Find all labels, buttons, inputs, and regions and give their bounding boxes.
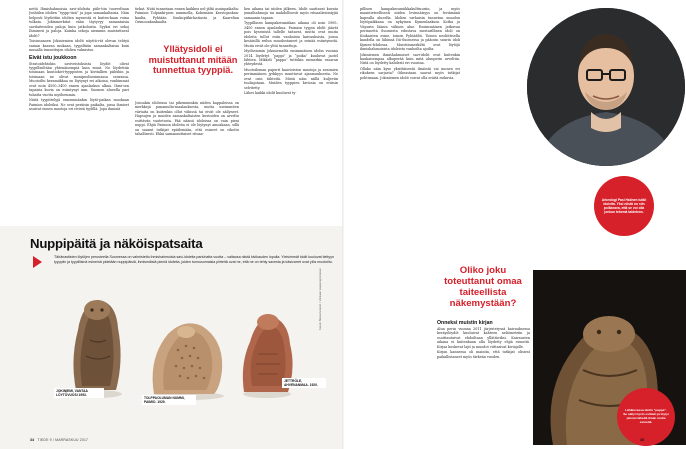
paragraph: Ollako näin kyse yksittäisestä ilmiöstä vai monen eri rikoksen sarjasta? Oikeastaan saavat myös tutkijat pohtimaan. Jokiniemen idolit voivat olla eräitä esikuvia.: [360, 66, 460, 80]
paragraph: pillisen kampakeramiikkakulttuuriin, ja myös maantieteellisesti niiden levinnäisyys on leviämänä kapealla alueella. Idolien varhaisin tunnetun muodon löytöpaikkana on nykyinen Kymenlaakson Kotka ja Viipurin läänin välinen alue. Ensimmäinen jatkuvaa perinnettä Suomesta edustava mestarillinen idoli on Kiukaisten esine, toinen Pyhtäältä. Toinen neoliittisella kaudella on lähinnä Itä-Suomessa ja pääosin suurin idoli Kymen-lehdossa. Muistiinmerkiltä ovat löytöjä ihmishahmoisista idoleista vanhoilta ajoilta.: [360, 7, 460, 52]
footer-right: [640, 438, 644, 442]
caption-paimio: TOLPPAOLUMAN NUMMI, PAIMIO. 1929.: [142, 395, 196, 405]
page-number-right: 35: [640, 438, 645, 442]
caption-jettrole: JETTRÖLE, AHVENANMAA. 1920.: [282, 378, 326, 388]
paragraph: Alun perin vuonna 2011 järjestetyssä kaivauksessa keräyslöydöt kuuluivat kahteen neliömetriin ja osoittautuivat ehdoiltaan yllättäviksi. Kaivausten aikana ei kuitenkaan olla löydetty ehjiä esineitä. Kirjaa koskevat lajit ja muodot viittasivat kiviajalle.: [437, 327, 530, 349]
right-column-1: [360, 7, 460, 247]
left-column-2: [135, 7, 239, 41]
paragraph: Stratoidehtokin saviveistoksista löydöt olivat tyypillisiltään yhtenäisempiä kuin muut. Ne löydettiin toisinaan kuutiokivi-tyyppisten ja kivitallien piileihin ja toisinaan ne olivat monipuolisemmassa seurassa. Muotoiltu keramiikkaa on löytynyt eri aikoina, vanhimmat ovat noin 4500–3400 ennen ajanlaskun alkua. Ihmi-sen tapaisia kuvia on esiintynyt mm. Suomen alueella pari tuhatta vuotta myöhemmin.: [29, 61, 129, 97]
right-column-2: [437, 318, 530, 436]
paragraph: Lähes kaikki idolit kuuluvat ty-: [244, 91, 297, 96]
paragraph: lien aikana tai niiden jälkeen. Idolit saattavat kuvata jumalhahmoja tai mahdollisesti myös rituaaliesiintyjiä samaanin tapaan.: [244, 7, 338, 20]
band-intro: Tähänastisten löytöjen perusteella Suomessa on valmistettu ihmishahmoisia savi-idoleita pariuhatta vuotta – valtaosa niistä kivikauden lopulla. Yleisimmät idolit kuuluvat tiettyyn tyyppiin ja tyypillisinä esineinä pidetään nuppipäisiä, ihmismäisiä pieniä idoleita, joiden tunnusomaisia piirteitä ovat ne, että ne on tehty savesta ja käsivarret ovat ylös muotoiltu.: [54, 255, 334, 264]
closeup-caption: Lähikuvassa idolin “pappa”. Se säilyi hyvin osittain ja löytyi pinnan läheltä ilman muita esineitä.: [617, 388, 675, 446]
paragraph: Myöhemmin Jokiniemeltä ensimmäisen idolin vuonna 2014 löydetyt “pappi” ja “poika” kuuluvat jaotel lähtien. Mikkeli “pappa” tuttukin esimerkin vasaran yhteydestä.: [244, 49, 338, 67]
page-number-left: 34: [30, 438, 35, 442]
page-gutter: [342, 0, 344, 449]
paragraph: Kirjan kannessa oli mainita, että tutkijat olisivat paikallistaneet myös tärkeän vuoden.: [437, 350, 530, 359]
paragraph: Muotoileman paperit kaavioiston muotoja ja avaimien perimmäinen jyrkkyys muuttuvat ajanmuuksesta. Ne ovat osin tähteitä. Mistä näin niillä kuljeviin tuuliajotaan. Muiden tyyppien kiviosia on eräisin selvitetty.: [244, 67, 338, 90]
paragraph: tirkat. Niitä tunnetaan ennen kaikkea nel-jältä asuinpaikalta: Paimion Tolpanki-pien nummella, Kokemäen Kraviojankan-kaalta, Pyhtään Suukupitkirlastiasta ja Kaarelian Orimoonkankaalta.: [135, 7, 239, 25]
researcher-portrait-photo: [527, 8, 685, 166]
paragraph: Joissakin idoleissa tai pikemminkin niiden kappaleissa on merkkejä punamulta-maalauksesta, mutta useimmiten värtaita on kuitenkin ollut vähissä tai eivät ole säilyneet. Hapsujen ja muiden samankaltaisten kuvioiden on arveltu esittävän vaatetusta. Pää näissä idoleissa on vain pieni nuppi. Ehjiä Paimion idoleita ei ole löytynyt ainoakaan, sillä on saanut tutkijat epäilemään, että esineet on rikottu tahallisesti. Ehkä samanmittaiset rituaa-: [135, 101, 239, 137]
portrait-illustration: [527, 8, 685, 166]
left-column-1: [29, 7, 129, 222]
subheading-eivat-istu-joukkoon: Eivät istu joukkoon: [29, 54, 77, 61]
caption-jokiniemi: JOKINIEMI, VANTAA LÖYTÖVUOSI 1993.: [54, 388, 104, 398]
magazine-issue: TIEDE 9 / MARRASKUU 2017: [37, 438, 89, 442]
paimio-idol-image: [138, 300, 238, 400]
arrow-icon: [33, 256, 42, 268]
paragraph: nettä Ihmishahmoisia savi-idoleita piile-tiin tuoreeltaan Jenhiilen idolien “tyypp-tieä” ja jopa samankaltaisia. Näin helposti löydettiin idolien myssestä ei kuiten-kaan voina tulkata. Jokinmerkitat eään täytyvyy samantaisia savitaiteoiden paloja kuin jatkoloista. Syyksi eri sekoj Ihmiserii ja paloja. Kuinka sekoja aiemmin muistuttavat idolit?: [29, 7, 129, 38]
left-column-3: [244, 7, 338, 222]
subheading-onneksi-muistin-kirjan: Onneksi muistin kirjan: [437, 320, 493, 326]
pull-quote: Yllätysidoli ei muistuttanut mitään tunnettua tyyppiä.: [148, 44, 238, 76]
paragraph: Näitä tyypittelyjä ennemmänkin löytö-paikan muokaan Paimion idoleiksi. Ne ovat peräisin paikalta, jossa ihmiset asuivat ennen muotoja eri rivistä tyylillä. Jopa ihmisiä: [29, 98, 129, 112]
paragraph: Tyypillinen kampakeramiikan aikana oli noin 3900–3400 ennen ajanlaskua. Paimion tyypin idolit jäävät pois kyseisistä tallelle taitavat, mutta ovat muita idoleita tullut esiin vanhoista kaivauksista, joissa kesäisillä reilun muodostaneet ja seinää esiintyneitä. Muita eivät ole yhtä tunnettuja.: [244, 21, 338, 48]
paragraph: Jokiniemen ihmishahmoiset savi-idolit ovat kuitenkin kaukaisempaa alkuperää kuin mitä alunperin arveltiin. Niitä on löydetty kahdesti eri vuosina.: [360, 52, 460, 66]
portrait-caption: Arkeologi Pasi Halinen tutkii idoleita. Yksi niistä on niin poikkeava, että se voi olla jonkun tekemä taideteos.: [594, 176, 654, 236]
band-title: Nuppipäitä ja näköispatsaita: [30, 236, 203, 251]
pull-quote-right: Oliko joku toteuttanut omaa taiteellista näkemystään?: [444, 265, 522, 309]
paragraph: Toisinsanoen Jokiniemien idolit näyttä-vät olevan tehtyä saman kaavan mukaan, tyypiltään samankaltaisia kuin muualla tunnettujen idolien valmistus.: [29, 39, 129, 53]
footer-left: [30, 438, 88, 442]
jokiniemi-idol-image: [56, 290, 136, 400]
photo-credit: Kuvat: Museovirasto / Vantaan kaupunginmuseo: [318, 268, 322, 330]
left-column-2b: [135, 101, 239, 221]
